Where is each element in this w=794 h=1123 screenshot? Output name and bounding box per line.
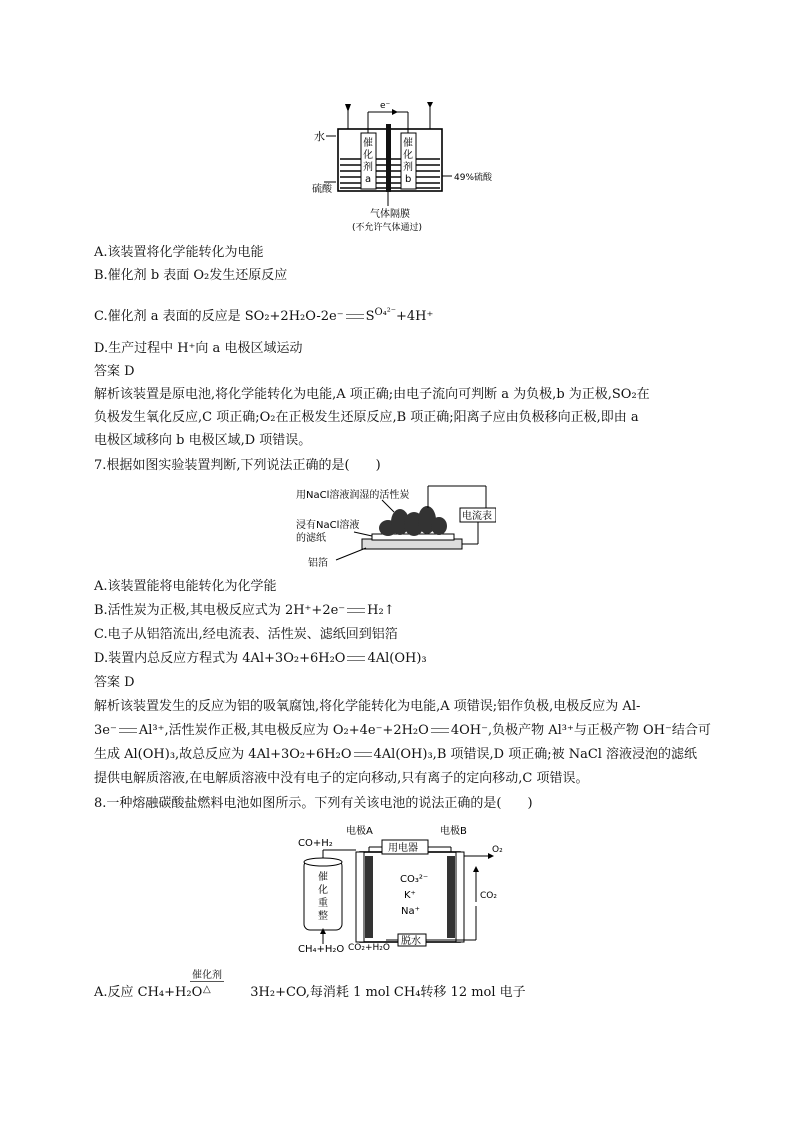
reaction-condition-catalyst: 催化剂 bbox=[190, 966, 224, 982]
q6-option-c-tail: +4H⁺ bbox=[396, 309, 434, 324]
water-label: 水 bbox=[314, 130, 325, 143]
acid-in-label: 硫酸 bbox=[312, 184, 332, 195]
activated-carbon-label: 用NaCl溶液润湿的活性炭 bbox=[296, 490, 410, 501]
reformer-label-2: 化 bbox=[318, 885, 328, 896]
acid-out-label: 49%硫酸 bbox=[454, 173, 492, 183]
ch4-h2o-label: CH₄+H₂O bbox=[298, 944, 345, 954]
q6-option-c bbox=[94, 306, 433, 329]
catalyst-a-3: 剂 bbox=[363, 162, 373, 173]
q7-option-b bbox=[94, 600, 395, 622]
q6-option-c-ion: O₄²⁻ bbox=[374, 307, 397, 318]
q7-analysis-1: 解析该装置发生的反应为铝的吸氧腐蚀,将化学能转化为电能,A 项错误;铝作负极,电极反应为 Al- bbox=[94, 699, 641, 714]
filter-paper-label-1: 浸有NaCl溶液 bbox=[296, 520, 360, 531]
reaction-condition-heat: △ bbox=[203, 984, 211, 995]
q6-analysis-2: 负极发生氧化反应,C 项正确;O₂在正极发生还原反应,B 项正确;阳离子应由负极移向正极,即由 a bbox=[94, 410, 639, 425]
q7-analysis-4: 提供电解质溶液,在电解质溶液中没有电子的定向移动,只有离子的定向移动,C 项错误。 bbox=[94, 771, 589, 786]
dehydrate-label: 脱水 bbox=[401, 936, 421, 947]
q6-option-b: B.催化剂 b 表面 O₂发生还原反应 bbox=[94, 268, 288, 283]
q7-option-c: C.电子从铝箔流出,经电流表、活性炭、滤纸回到铝箔 bbox=[94, 627, 398, 642]
q8-option-a-reactants: A.反应 CH₄+H₂O bbox=[94, 985, 203, 1000]
q6-analysis-3: 电极区域移向 b 电极区域,D 项错误。 bbox=[94, 433, 312, 448]
equals-sign bbox=[431, 728, 449, 733]
q8-stem: 8.一种熔融碳酸盐燃料电池如图所示。下列有关该电池的说法正确的是( ) bbox=[94, 796, 533, 811]
q7-analysis-2-a: 3e⁻ bbox=[94, 723, 117, 738]
q7-answer: 答案 D bbox=[94, 675, 135, 690]
q7-analysis-2-c: 4OH⁻,负极产物 Al³⁺与正极产物 OH⁻结合可 bbox=[450, 723, 711, 738]
co-h2-label: CO+H₂ bbox=[298, 838, 333, 849]
equals-sign bbox=[354, 752, 372, 757]
catalyst-a-4: a bbox=[365, 174, 372, 185]
reformer-label-1: 催 bbox=[318, 872, 328, 883]
q7-stem: 7.根据如图实验装置判断,下列说法正确的是( ) bbox=[94, 458, 381, 473]
q7-option-d-product: 4Al(OH)₃ bbox=[367, 651, 427, 666]
q6-option-c-s: S bbox=[365, 309, 375, 324]
q6-answer: 答案 D bbox=[94, 364, 135, 379]
sulfuric-acid-cell-diagram bbox=[312, 96, 492, 234]
sodium-ion-label: Na⁺ bbox=[401, 906, 420, 917]
q7-option-a: A.该装置能将电能转化为化学能 bbox=[94, 579, 277, 594]
q7-option-b-equation: B.活性炭为正极,其电极反应式为 2H⁺+2e⁻ bbox=[94, 603, 346, 618]
q6-analysis-1: 解析该装置是原电池,将化学能转化为电能,A 项正确;由电子流向可判断 a 为负极,b 为正极,SO₂在 bbox=[94, 387, 650, 402]
filter-paper-label-2: 的滤纸 bbox=[296, 533, 326, 544]
q7-analysis-2 bbox=[94, 720, 711, 742]
o2-label: O₂ bbox=[492, 845, 503, 855]
electrode-b-label: 电极B bbox=[440, 826, 467, 837]
equals-sign bbox=[119, 728, 137, 733]
q6-option-d: D.生产过程中 H⁺向 a 电极区域运动 bbox=[94, 341, 303, 356]
q7-analysis-3-a: 生成 Al(OH)₃,故总反应为 4Al+3O₂+6H₂O bbox=[94, 747, 352, 762]
reformer-label-3: 重 bbox=[318, 898, 328, 909]
co2-h2o-label: CO₂+H₂O bbox=[348, 943, 390, 953]
aluminum-foil-label: 铝箔 bbox=[308, 558, 328, 569]
q8-option-a bbox=[94, 982, 526, 1004]
aluminum-corrosion-diagram bbox=[296, 484, 496, 570]
catalyst-b-2: 化 bbox=[403, 150, 413, 161]
reformer-label-4: 整 bbox=[318, 911, 328, 922]
electron-label: e⁻ bbox=[380, 101, 391, 111]
q7-option-d bbox=[94, 648, 427, 670]
q7-analysis-3-b: 4Al(OH)₃,B 项错误,D 项正确;被 NaCl 溶液浸泡的滤纸 bbox=[373, 747, 698, 762]
molten-carbonate-fuel-cell-diagram bbox=[296, 822, 506, 954]
carbonate-ion-label: CO₃²⁻ bbox=[400, 874, 429, 885]
q6-option-a: A.该装置将化学能转化为电能 bbox=[94, 245, 264, 260]
catalyst-b-4: b bbox=[405, 174, 412, 185]
membrane-note: (不允许气体通过) bbox=[352, 223, 423, 233]
catalyst-a-2: 化 bbox=[363, 150, 373, 161]
equals-sign bbox=[347, 656, 365, 661]
q7-analysis-2-b: Al³⁺,活性炭作正极,其电极反应为 O₂+4e⁻+2H₂O bbox=[138, 723, 429, 738]
q7-option-b-product: H₂↑ bbox=[367, 603, 395, 618]
catalyst-b-1: 催 bbox=[403, 138, 413, 149]
q7-analysis-3 bbox=[94, 744, 697, 766]
membrane-label: 气体隔膜 bbox=[370, 209, 410, 220]
q7-option-d-equation: D.装置内总反应方程式为 4Al+3O₂+6H₂O bbox=[94, 651, 346, 666]
catalyst-a-1: 催 bbox=[363, 138, 373, 149]
electrode-a-label: 电极A bbox=[346, 826, 373, 837]
equals-sign bbox=[346, 314, 364, 319]
equals-sign bbox=[347, 608, 365, 613]
potassium-ion-label: K⁺ bbox=[404, 890, 416, 901]
q8-option-a-products: 3H₂+CO,每消耗 1 mol CH₄转移 12 mol 电子 bbox=[250, 985, 526, 1000]
ammeter-label: 电流表 bbox=[462, 511, 492, 522]
q6-option-c-equation: C.催化剂 a 表面的反应是 SO₂+2H₂O-2e⁻ bbox=[94, 309, 344, 324]
co2-label: CO₂ bbox=[480, 891, 497, 901]
catalyst-b-3: 剂 bbox=[403, 162, 413, 173]
load-label: 用电器 bbox=[388, 843, 418, 854]
